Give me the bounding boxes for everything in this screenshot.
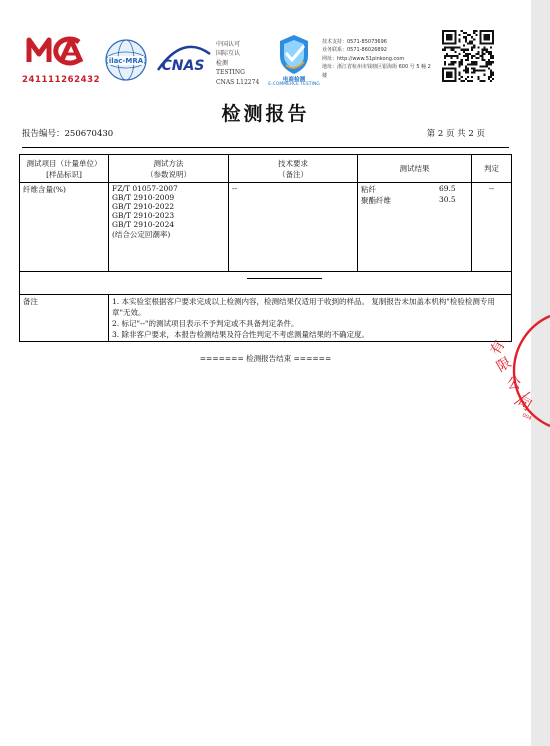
ilac-mra-logo-icon <box>104 38 148 82</box>
item-cell: 纤维含量(%) <box>20 183 109 272</box>
svg-text:ilac-MRA: ilac-MRA <box>108 57 144 65</box>
report-number-label: 报告编号： <box>22 129 65 139</box>
shield-check-icon <box>258 32 330 76</box>
website-line: 网址：http://www.51pinkong.com <box>322 55 405 62</box>
method-cell: FZ/T 01057-2007 GB/T 2910-2009 GB/T 2910-2022 GB/T 2910-2023 GB/T 2910-2024 (结合公定回潮率) <box>109 183 229 272</box>
cma-logo <box>22 34 100 88</box>
contact-block <box>322 38 434 80</box>
note-2: 2. 标记"--"的测试项目表示不予判定或不具备判定条件。 <box>112 319 299 328</box>
address-line: 地址：浙江省杭州市钱塘区银海街 600 号 5 幢 2 楼 <box>322 64 431 79</box>
report-number-value: 250670430 <box>64 129 114 139</box>
note-3: 3. 除非客户要求，本报告检测结果及符合性判定不考虑测量结果的不确定度。 <box>112 330 370 339</box>
result-cell <box>358 183 472 272</box>
svg-text:CNAS: CNAS <box>161 58 205 74</box>
col-header-item: 测试项目（计量单位） [样品标识] <box>20 155 109 183</box>
col-header-method: 测试方法 （参数说明） <box>109 155 229 183</box>
header-divider <box>22 147 509 148</box>
spacer-row <box>20 272 512 295</box>
judgement-cell: -- <box>472 183 512 272</box>
col-header-requirement: 技术要求 （备注） <box>229 155 358 183</box>
report-number <box>22 127 113 139</box>
notes-row <box>20 295 512 342</box>
company-seal-icon <box>470 312 550 430</box>
notes-cell <box>109 295 512 342</box>
spacer-divider <box>247 278 322 279</box>
cma-mark-icon <box>25 34 95 66</box>
col-header-result: 测试结果 <box>358 155 472 183</box>
ecommerce-testing-name: 电商检测 <box>282 77 306 83</box>
report-header <box>22 28 509 88</box>
cnas-accreditation-text: 中国认可 国际互认 检测 TESTING CNAS L12274 <box>216 41 260 86</box>
qr-code-icon <box>442 30 494 82</box>
note-1: 1. 本实验室根据客户要求完成以上检测内容，检测结果仅适用于收到的样品。 复制报告未加盖本机构"检验检测专用章"无效。 <box>112 297 495 317</box>
svg-text:司: 司 <box>514 393 535 415</box>
report-title: 检测报告 <box>221 103 310 125</box>
svg-text:有: 有 <box>487 337 509 358</box>
requirement-cell: -- <box>229 183 358 272</box>
cma-number: 241111262432 <box>22 75 101 85</box>
svg-text:限: 限 <box>494 354 515 376</box>
svg-text:公: 公 <box>507 376 521 392</box>
table-row <box>20 183 512 272</box>
cnas-logo-icon <box>152 40 214 78</box>
report-end-line: ======= 检测报告结束 ====== <box>199 354 332 363</box>
ecommerce-testing-logo <box>258 32 330 87</box>
tech-support-line: 技术支持：0571-85073696 <box>322 39 387 45</box>
result-line: 粘纤 69.5 <box>361 184 456 194</box>
page-indicator: 第 2 页 共 2 页 <box>426 129 485 139</box>
table-header-row <box>20 155 512 183</box>
ecommerce-testing-subtitle: E-COMMERCE TESTING <box>268 82 320 87</box>
results-table <box>19 154 512 342</box>
svg-text:004: 004 <box>521 412 533 422</box>
spacer-cell <box>20 272 512 295</box>
result-line: 聚酯纤维 30.5 <box>361 195 456 205</box>
notes-label: 备注 <box>20 295 109 342</box>
business-line: 业务联系：0571-86026892 <box>322 47 387 54</box>
col-header-judgement: 判定 <box>472 155 512 183</box>
